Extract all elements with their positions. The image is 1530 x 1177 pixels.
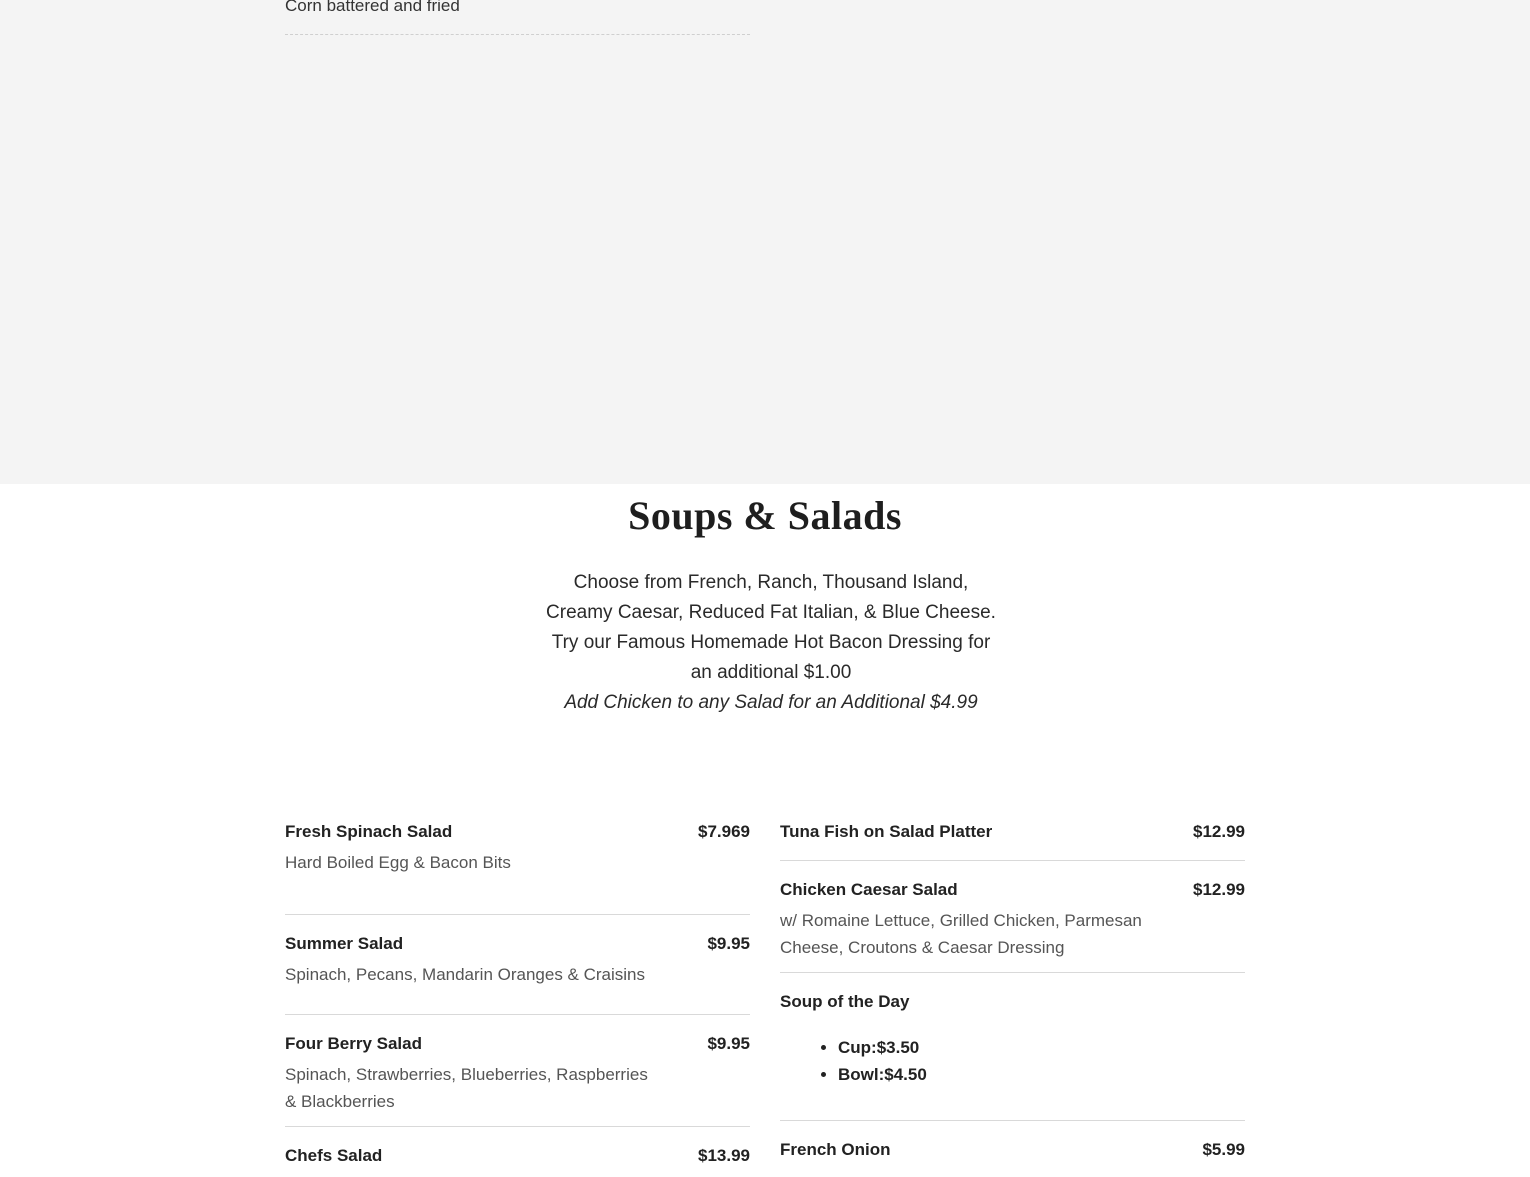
menu-item-name: Chicken Caesar Salad (780, 880, 958, 899)
menu-item-description: Hard Boiled Egg & Bacon Bits (285, 853, 511, 872)
soup-size-bowl: • Bowl:$4.50 (838, 1061, 927, 1088)
menu-item-name: Chefs Salad (285, 1146, 383, 1165)
menu-item (285, 930, 750, 1015)
menu-item-name: French Onion (780, 1140, 891, 1159)
menu-item (780, 973, 1245, 1121)
menu-column-left (285, 818, 750, 1177)
menu-item-name: Soup of the Day (780, 992, 910, 1011)
soup-size-list (780, 1034, 927, 1088)
menu-item (285, 1015, 750, 1127)
previous-menu-item (285, 0, 750, 35)
menu-item (780, 818, 1245, 861)
menu-item (780, 1121, 1245, 1171)
menu-item-price: $13.99 (698, 1146, 750, 1165)
menu-column-right (780, 818, 1245, 1171)
menu-item-name: Four Berry Salad (285, 1034, 422, 1053)
menu-item (285, 1127, 750, 1177)
soup-size-cup: • Cup:$3.50 (838, 1034, 927, 1061)
menu-item-price: $7.969 (698, 822, 750, 841)
menu-item (780, 861, 1245, 973)
menu-item-price: $12.99 (1193, 822, 1245, 841)
menu-item (285, 818, 750, 915)
menu-item-price: $12.99 (1193, 880, 1245, 899)
menu-item-description: w/ Romaine Lettuce, Grilled Chicken, Parmesan Cheese, Croutons & Caesar Dressing (780, 911, 1142, 957)
menu-item-name: Summer Salad (285, 934, 404, 953)
menu-item-price: $9.95 (707, 934, 750, 953)
menu-item-description: Spinach, Pecans, Mandarin Oranges & Craisins (285, 965, 646, 984)
menu-item-description: Corn battered and fried (285, 0, 460, 15)
add-chicken-note: Add Chicken to any Salad for an Additional $4.99 (564, 692, 978, 713)
menu-item-price: $9.95 (707, 1034, 750, 1053)
previous-section-background (0, 0, 1530, 484)
menu-item-name: Fresh Spinach Salad (285, 822, 453, 841)
menu-item-description: Spinach, Strawberries, Blueberries, Raspberries & Blackberries (285, 1065, 648, 1111)
section-title: Soups & Salads (628, 493, 902, 538)
menu-item-price: $5.99 (1202, 1140, 1245, 1159)
menu-item-name: Tuna Fish on Salad Platter (780, 822, 993, 841)
section-intro (540, 568, 1002, 718)
dressing-options-text: Choose from French, Ranch, Thousand Island, Creamy Caesar, Reduced Fat Italian, & Blue Cheese. Try our Famous Homemade Hot Bacon Dressing for an additional $1.00 (546, 572, 996, 683)
